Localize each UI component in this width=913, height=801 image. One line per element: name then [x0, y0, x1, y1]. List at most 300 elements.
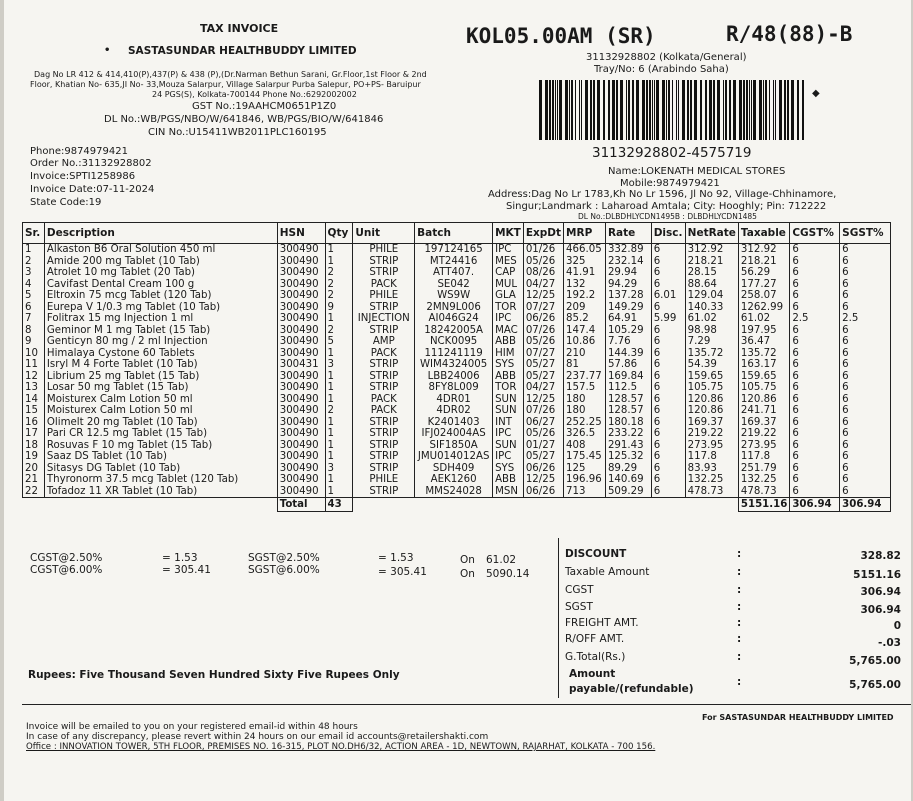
barcode-image	[537, 80, 807, 140]
table-cell: 6	[790, 394, 840, 406]
table-cell: WIM4324005	[415, 359, 493, 371]
total-taxable: 5151.16	[738, 498, 789, 512]
column-header: Rate	[605, 223, 651, 244]
table-cell: 2	[325, 267, 353, 279]
barcode-bar	[775, 80, 776, 140]
gtotal-label: G.Total(Rs.)	[565, 651, 626, 663]
table-cell: 1	[325, 474, 353, 486]
barcode-bar	[668, 80, 670, 140]
footer-line-3: Office : INNOVATION TOWER, 5TH FLOOR, PREMISES NO. 16-315, PLOT NO.DH6/32, ACTION AREA - 1D, NEWTOWN, RAJARHAT, KOLKATA - 700 156.	[26, 742, 656, 752]
total-cgst: 306.94	[790, 498, 840, 512]
table-cell: 3	[325, 463, 353, 475]
table-cell: ABB	[493, 474, 524, 486]
table-cell: 159.65	[685, 371, 738, 383]
table-cell: 125.32	[605, 451, 651, 463]
barcode-bar	[672, 80, 673, 140]
table-cell: MAC	[493, 325, 524, 337]
table-cell: Folitrax 15 mg Injection 1 ml	[44, 313, 277, 325]
table-cell: 128.57	[605, 405, 651, 417]
table-cell: 132.25	[738, 474, 789, 486]
table-cell: PHILE	[353, 474, 415, 486]
table-cell: 6	[840, 302, 891, 314]
barcode-bar	[575, 80, 576, 140]
sgst-colon: :	[737, 601, 742, 613]
table-cell: 6	[840, 371, 891, 383]
table-cell: CAP	[493, 267, 524, 279]
table-cell: 135.72	[738, 348, 789, 360]
table-cell: 300490	[277, 463, 325, 475]
order-no: Order No.:31132928802	[30, 158, 152, 169]
table-cell: 132.25	[685, 474, 738, 486]
table-cell: PHILE	[353, 290, 415, 302]
table-cell: Tofadoz 11 XR Tablet (10 Tab)	[44, 486, 277, 498]
customer-dl: DL No.:DLBDHLYCDN1495B : DLBDHLYCDN1485	[578, 212, 757, 221]
table-cell: 64.91	[605, 313, 651, 325]
table-cell: 6	[651, 359, 685, 371]
table-cell: Atrolet 10 mg Tablet (20 Tab)	[44, 267, 277, 279]
table-cell: 05/26	[523, 336, 563, 348]
table-cell: 6	[790, 267, 840, 279]
table-cell: AI046G24	[415, 313, 493, 325]
table-cell: 6	[790, 451, 840, 463]
table-cell: 05/27	[523, 371, 563, 383]
table-cell: 125	[564, 463, 606, 475]
column-header: HSN	[277, 223, 325, 244]
table-cell: MT24416	[415, 256, 493, 268]
table-cell: 8FY8L009	[415, 382, 493, 394]
table-cell: 6	[790, 290, 840, 302]
total-blank-cell	[353, 498, 739, 512]
items-table	[22, 222, 891, 512]
table-cell: 144.39	[605, 348, 651, 360]
table-cell: PACK	[353, 348, 415, 360]
tray-no: Tray/No: 6 (Arabindo Saha)	[594, 64, 729, 75]
barcode-bar	[797, 80, 799, 140]
table-cell: 36.47	[738, 336, 789, 348]
table-cell: Olimelt 20 mg Tablet (10 Tab)	[44, 417, 277, 429]
table-cell: Cavifast Dental Cream 100 g	[44, 279, 277, 291]
table-row	[23, 486, 891, 498]
table-cell: 85.2	[564, 313, 606, 325]
barcode-bar	[616, 80, 618, 140]
table-cell: 218.21	[685, 256, 738, 268]
table-cell: JMU014012AS	[415, 451, 493, 463]
table-cell: 300490	[277, 474, 325, 486]
sgst-25-label: SGST@2.50%	[248, 552, 320, 564]
table-cell: 117.8	[738, 451, 789, 463]
table-cell: 6	[651, 451, 685, 463]
table-cell: INT	[493, 417, 524, 429]
barcode-bar	[705, 80, 707, 140]
roff-label: R/OFF AMT.	[565, 633, 625, 645]
table-cell: MUL	[493, 279, 524, 291]
table-cell: 6	[23, 302, 45, 314]
table-cell: 83.93	[685, 463, 738, 475]
table-cell: 13	[23, 382, 45, 394]
table-cell: 12/25	[523, 290, 563, 302]
table-header-row	[23, 223, 891, 244]
invoice-paper	[4, 0, 911, 801]
barcode-bar	[555, 80, 556, 140]
barcode-bar	[628, 80, 630, 140]
table-row	[23, 336, 891, 348]
table-cell: 137.28	[605, 290, 651, 302]
table-cell: 06/26	[523, 313, 563, 325]
table-cell: SIF1850A	[415, 440, 493, 452]
table-cell: 129.04	[685, 290, 738, 302]
table-cell: IPC	[493, 428, 524, 440]
column-header: Qty	[325, 223, 353, 244]
table-cell: Genticyn 80 mg / 2 ml Injection	[44, 336, 277, 348]
table-cell: 233.22	[605, 428, 651, 440]
table-cell: Geminor M 1 mg Tablet (15 Tab)	[44, 325, 277, 337]
table-cell: 10	[23, 348, 45, 360]
table-cell: 300490	[277, 244, 325, 256]
table-row	[23, 244, 891, 256]
table-cell: 312.92	[738, 244, 789, 256]
table-cell: STRIP	[353, 359, 415, 371]
table-cell: 300490	[277, 313, 325, 325]
table-cell: 16	[23, 417, 45, 429]
barcode-bar	[676, 80, 677, 140]
table-cell: 04/27	[523, 382, 563, 394]
footer-line-2: In case of any discrepancy, please revert within 24 hours on our email id accounts@retailershakti.com	[26, 732, 489, 742]
table-cell: 05/27	[523, 451, 563, 463]
table-cell: SYS	[493, 463, 524, 475]
table-cell: 6	[840, 394, 891, 406]
table-cell: 1	[325, 313, 353, 325]
table-cell: 2.5	[790, 313, 840, 325]
table-cell: 21	[23, 474, 45, 486]
table-cell: 6	[790, 244, 840, 256]
table-cell: 210	[564, 348, 606, 360]
table-cell: MMS24028	[415, 486, 493, 498]
table-cell: Losar 50 mg Tablet (15 Tab)	[44, 382, 277, 394]
table-cell: 509.29	[605, 486, 651, 498]
table-cell: Pari CR 12.5 mg Tablet (15 Tab)	[44, 428, 277, 440]
cgst-6-value: = 305.41	[162, 564, 211, 576]
table-cell: 300490	[277, 394, 325, 406]
table-cell: 6	[651, 463, 685, 475]
table-cell: 6	[651, 279, 685, 291]
table-cell: 14	[23, 394, 45, 406]
amount-in-words: Rupees: Five Thousand Seven Hundred Sixty Five Rupees Only	[28, 669, 400, 681]
table-cell: SUN	[493, 440, 524, 452]
barcode-bar	[593, 80, 595, 140]
barcode-bar	[585, 80, 588, 140]
barcode-bar	[597, 80, 600, 140]
table-cell: TOR	[493, 382, 524, 394]
table-cell: 05/26	[523, 256, 563, 268]
table-cell: Isryl M 4 Forte Tablet (10 Tab)	[44, 359, 277, 371]
table-cell: 1	[325, 451, 353, 463]
cgst-value: 306.94	[860, 586, 901, 598]
table-cell: 6	[790, 336, 840, 348]
footer-line-1: Invoice will be emailed to you on your registered email-id within 48 hours	[26, 722, 358, 732]
barcode-bar	[608, 80, 610, 140]
table-cell: TOR	[493, 302, 524, 314]
table-cell: 120.86	[738, 394, 789, 406]
discount-value: 328.82	[860, 550, 901, 562]
table-cell: PHILE	[353, 244, 415, 256]
table-cell: 6	[651, 302, 685, 314]
table-cell: 408	[564, 440, 606, 452]
table-cell: 258.07	[738, 290, 789, 302]
table-cell: 9	[23, 336, 45, 348]
table-cell: 300490	[277, 256, 325, 268]
barcode-bar	[559, 80, 562, 140]
barcode-bar	[743, 80, 745, 140]
barcode-bar	[642, 80, 645, 140]
table-cell: 6	[840, 244, 891, 256]
table-cell: 4DR02	[415, 405, 493, 417]
table-cell: Eltroxin 75 mcg Tablet (120 Tab)	[44, 290, 277, 302]
table-row	[23, 463, 891, 475]
table-cell: 326.5	[564, 428, 606, 440]
table-cell: 17	[23, 428, 45, 440]
roff-colon: :	[737, 633, 742, 645]
barcode-bar	[769, 80, 770, 140]
table-cell: 6	[790, 440, 840, 452]
barcode-bar	[569, 80, 570, 140]
table-cell: 219.22	[685, 428, 738, 440]
barcode-bar	[552, 80, 554, 140]
table-cell: Moisturex Calm Lotion 50 ml	[44, 394, 277, 406]
table-row	[23, 440, 891, 452]
table-cell: 6	[651, 325, 685, 337]
barcode-bar	[545, 80, 548, 140]
barcode-bar	[733, 80, 736, 140]
table-cell: 300490	[277, 451, 325, 463]
gtotal-colon: :	[737, 651, 742, 663]
on-25-value: 61.02	[486, 554, 517, 566]
table-cell: 300490	[277, 417, 325, 429]
table-cell: 9	[325, 302, 353, 314]
table-cell: STRIP	[353, 440, 415, 452]
shipping-code: KOL05.00AM (SR)	[466, 24, 656, 48]
company-gst: GST No.:19AAHCM0651P1Z0	[192, 101, 337, 112]
table-cell: 1	[325, 382, 353, 394]
table-cell: 2	[325, 290, 353, 302]
table-cell: 140.69	[605, 474, 651, 486]
on-6-value: 5090.14	[486, 568, 530, 580]
payable-label-2: payable/(refundable)	[569, 683, 694, 695]
company-dl: DL No.:WB/PGS/NBO/W/641846, WB/PGS/BIO/W/641846	[104, 114, 384, 125]
table-cell: SYS	[493, 359, 524, 371]
table-cell: 252.25	[564, 417, 606, 429]
barcode-bar	[549, 80, 551, 140]
barcode-bar	[729, 80, 731, 140]
table-cell: 6	[840, 336, 891, 348]
table-cell: 237.77	[564, 371, 606, 383]
table-cell: STRIP	[353, 267, 415, 279]
cgst-6-label: CGST@6.00%	[30, 564, 103, 576]
table-cell: 1	[325, 428, 353, 440]
barcode-bar	[603, 80, 605, 140]
column-header: Unit	[353, 223, 415, 244]
company-address-2: Floor, Khatian No- 635,JI No- 33,Mouza Salarpur, Village Salarpur Purba Salepur, PO+PS- Baruipur	[30, 80, 421, 89]
table-cell: 6	[790, 359, 840, 371]
table-cell: 3	[325, 359, 353, 371]
table-cell: 6	[840, 279, 891, 291]
table-cell: 300490	[277, 371, 325, 383]
table-cell: 6	[790, 279, 840, 291]
barcode-bar	[646, 80, 648, 140]
barcode-bar	[636, 80, 639, 140]
sgst-6-value: = 305.41	[378, 566, 427, 578]
table-row	[23, 290, 891, 302]
discount-colon: :	[737, 548, 742, 560]
table-cell: STRIP	[353, 371, 415, 383]
table-cell: 07/26	[523, 405, 563, 417]
table-cell: 01/26	[523, 244, 563, 256]
table-row	[23, 405, 891, 417]
table-cell: 6	[840, 256, 891, 268]
table-cell: 128.57	[605, 394, 651, 406]
table-cell: 300490	[277, 428, 325, 440]
table-cell: 1	[325, 371, 353, 383]
table-cell: ABB	[493, 336, 524, 348]
table-cell: 2	[325, 325, 353, 337]
table-cell: 713	[564, 486, 606, 498]
taxable-label: Taxable Amount	[565, 566, 650, 578]
sgst-25-value: = 1.53	[378, 552, 414, 564]
table-cell: 1	[325, 417, 353, 429]
table-cell: 12/25	[523, 474, 563, 486]
table-cell: 6	[790, 486, 840, 498]
table-cell: 04/27	[523, 279, 563, 291]
payable-label-1: Amount	[569, 668, 616, 680]
table-cell: 4DR01	[415, 394, 493, 406]
table-row	[23, 348, 891, 360]
company-address-1: Dag No LR 412 & 414,410(P),437(P) & 438 (P),(Dr.Narman Bethun Sarani, Gr.Floor,1st Floor & 2nd	[34, 70, 427, 79]
taxable-value: 5151.16	[853, 569, 901, 581]
barcode-bar	[632, 80, 634, 140]
table-cell: 41.91	[564, 267, 606, 279]
table-cell: 8	[23, 325, 45, 337]
total-row	[23, 498, 891, 512]
customer-address-1: Address:Dag No Lr 1783,Kh No Lr 1596, Jl No 92, Village-Chhinamore,	[488, 189, 837, 200]
table-cell: 07/27	[523, 302, 563, 314]
table-cell: 6	[840, 267, 891, 279]
summary-divider	[558, 538, 559, 698]
table-cell: WS9W	[415, 290, 493, 302]
table-cell: 6	[651, 474, 685, 486]
table-cell: 2	[325, 405, 353, 417]
barcode-bar	[717, 80, 720, 140]
table-cell: 300490	[277, 382, 325, 394]
table-row	[23, 371, 891, 383]
table-cell: 180.18	[605, 417, 651, 429]
barcode-bar	[763, 80, 764, 140]
table-cell: 1262.99	[738, 302, 789, 314]
table-cell: 163.17	[738, 359, 789, 371]
table-cell: 12	[23, 371, 45, 383]
table-cell: 6	[840, 451, 891, 463]
column-header: CGST%	[790, 223, 840, 244]
table-cell: 169.37	[738, 417, 789, 429]
table-cell: 06/26	[523, 463, 563, 475]
table-cell: 6	[840, 474, 891, 486]
barcode-bar	[571, 80, 573, 140]
table-row	[23, 474, 891, 486]
customer-mobile: Mobile:9874979421	[620, 178, 720, 189]
table-cell: 6	[790, 302, 840, 314]
table-cell: 6	[651, 394, 685, 406]
table-cell: 2	[23, 256, 45, 268]
barcode-bar	[565, 80, 568, 140]
barcode-bar	[682, 80, 685, 140]
barcode-bar	[709, 80, 712, 140]
table-cell: 218.21	[738, 256, 789, 268]
table-cell: 273.95	[738, 440, 789, 452]
table-cell: K2401403	[415, 417, 493, 429]
table-cell: ATT407.	[415, 267, 493, 279]
signature-for: For SASTASUNDAR HEALTHBUDDY LIMITED	[702, 713, 894, 722]
barcode-bar	[626, 80, 627, 140]
table-cell: 6	[651, 486, 685, 498]
table-cell: 6	[840, 290, 891, 302]
column-header: Sr.	[23, 223, 45, 244]
barcode-bar	[784, 80, 786, 140]
table-cell: 6	[651, 440, 685, 452]
column-header: Disc.	[651, 223, 685, 244]
cgst-colon: :	[737, 584, 742, 596]
barcode-bar	[539, 80, 542, 140]
table-cell: 05/27	[523, 359, 563, 371]
table-cell: 251.79	[738, 463, 789, 475]
customer-name: Name:LOKENATH MEDICAL STORES	[608, 166, 786, 177]
table-cell: 300490	[277, 405, 325, 417]
table-cell: 6	[651, 382, 685, 394]
table-cell: 6	[651, 348, 685, 360]
roff-value: -.03	[878, 637, 901, 649]
table-cell: PACK	[353, 394, 415, 406]
table-cell: 197.95	[738, 325, 789, 337]
table-cell: 300490	[277, 440, 325, 452]
table-cell: 01/27	[523, 440, 563, 452]
table-cell: 291.43	[605, 440, 651, 452]
table-cell: 94.29	[605, 279, 651, 291]
table-cell: 5	[23, 290, 45, 302]
table-cell: Rosuvas F 10 mg Tablet (15 Tab)	[44, 440, 277, 452]
table-cell: INJECTION	[353, 313, 415, 325]
table-row	[23, 382, 891, 394]
table-row	[23, 256, 891, 268]
table-cell: 6	[840, 359, 891, 371]
taxable-colon: :	[737, 566, 742, 578]
table-cell: Librium 25 mg Tablet (15 Tab)	[44, 371, 277, 383]
table-cell: 192.2	[564, 290, 606, 302]
table-cell: 6	[790, 348, 840, 360]
table-cell: 117.8	[685, 451, 738, 463]
table-cell: AMP	[353, 336, 415, 348]
column-header: Description	[44, 223, 277, 244]
table-cell: 7	[23, 313, 45, 325]
column-header: Batch	[415, 223, 493, 244]
table-row	[23, 428, 891, 440]
table-cell: 54.39	[685, 359, 738, 371]
table-row	[23, 313, 891, 325]
table-cell: 219.22	[738, 428, 789, 440]
table-cell: Thyronorm 37.5 mcg Tablet (120 Tab)	[44, 474, 277, 486]
table-cell: 180	[564, 405, 606, 417]
table-cell: 159.65	[738, 371, 789, 383]
table-cell: 4	[23, 279, 45, 291]
table-cell: 88.64	[685, 279, 738, 291]
barcode-bar	[579, 80, 580, 140]
table-row	[23, 451, 891, 463]
